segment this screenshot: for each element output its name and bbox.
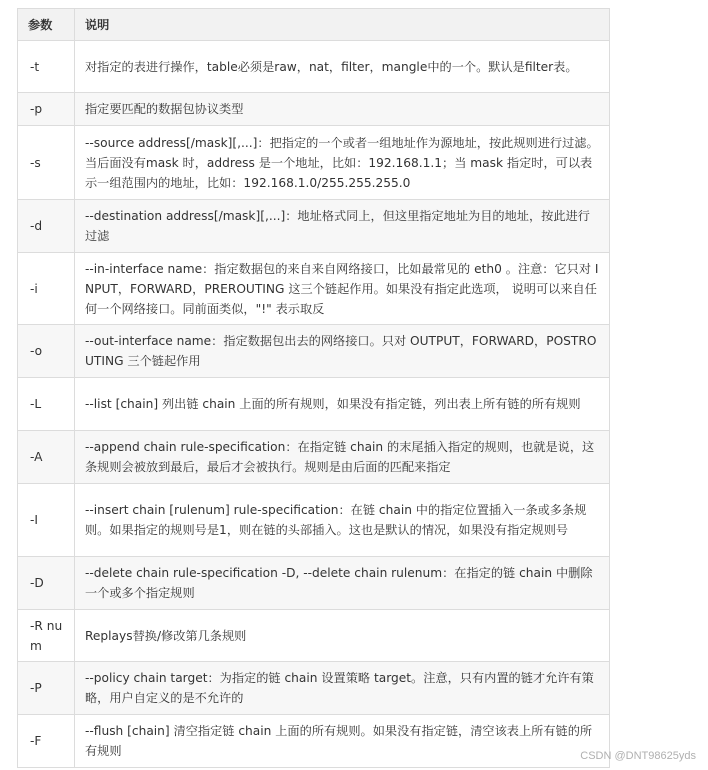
header-param: 参数 [18,9,75,41]
param-cell: -P [18,662,75,715]
param-cell: -L [18,378,75,431]
watermark: CSDN @DNT98625yds [580,750,696,762]
param-cell: -A [18,431,75,484]
description-cell: --policy chain target：为指定的链 chain 设置策略 target。注意，只有内置的链才允许有策略，用户自定义的是不允许的 [75,662,610,715]
param-cell: -F [18,715,75,768]
description-cell: --out-interface name：指定数据包出去的网络接口。只对 OUTPUT，FORWARD，POSTROUTING 三个链起作用 [75,325,610,378]
param-cell: -i [18,253,75,325]
table-row [18,610,610,662]
param-cell: -o [18,325,75,378]
table-row [18,378,610,431]
table-row [18,200,610,253]
table-row [18,253,610,325]
table-row [18,484,610,557]
table-row [18,557,610,610]
description-cell: --flush [chain] 清空指定链 chain 上面的所有规则。如果没有指定链，清空该表上所有链的所有规则 [75,715,610,768]
table-row [18,715,610,768]
description-cell: 指定要匹配的数据包协议类型 [75,93,610,126]
table-row [18,325,610,378]
param-cell: -d [18,200,75,253]
param-cell: -R num [18,610,75,662]
table-row [18,93,610,126]
table-row [18,431,610,484]
table-row [18,662,610,715]
param-cell: -D [18,557,75,610]
description-cell: --delete chain rule-specification -D, --delete chain rulenum：在指定的链 chain 中删除一个或多个指定规则 [75,557,610,610]
param-cell: -s [18,126,75,200]
iptables-options-table [17,8,610,768]
param-cell: -I [18,484,75,557]
description-cell: --append chain rule-specification：在指定链 chain 的末尾插入指定的规则，也就是说，这条规则会被放到最后，最后才会被执行。规则是由后面的匹配来指定 [75,431,610,484]
header-description: 说明 [75,9,610,41]
description-cell: --destination address[/mask][,...]：地址格式同上，但这里指定地址为目的地址，按此进行过滤 [75,200,610,253]
description-cell: --list [chain] 列出链 chain 上面的所有规则，如果没有指定链，列出表上所有链的所有规则 [75,378,610,431]
description-cell: --insert chain [rulenum] rule-specification：在链 chain 中的指定位置插入一条或多条规则。如果指定的规则号是1，则在链的头部插入。这也是默认的情况，如果没有指定规则号 [75,484,610,557]
table-row [18,126,610,200]
param-cell: -t [18,41,75,93]
description-cell: --source address[/mask][,...]：把指定的一个或者一组地址作为源地址，按此规则进行过滤。当后面没有mask 时，address 是一个地址，比如：192.168.1.1；当 mask 指定时，可以表示一组范围内的地址，比如：192.168.1.0/255.255.255.0 [75,126,610,200]
table-row [18,41,610,93]
description-cell: Replays替换/修改第几条规则 [75,610,610,662]
description-cell: 对指定的表进行操作，table必须是raw，nat，filter，mangle中的一个。默认是filter表。 [75,41,610,93]
param-cell: -p [18,93,75,126]
table-header-row [18,9,610,41]
description-cell: --in-interface name：指定数据包的来自来自网络接口，比如最常见的 eth0 。注意：它只对 INPUT，FORWARD，PREROUTING 这三个链起作用。如果没有指定此选项， 说明可以来自任何一个网络接口。同前面类似，"!" 表示取反 [75,253,610,325]
